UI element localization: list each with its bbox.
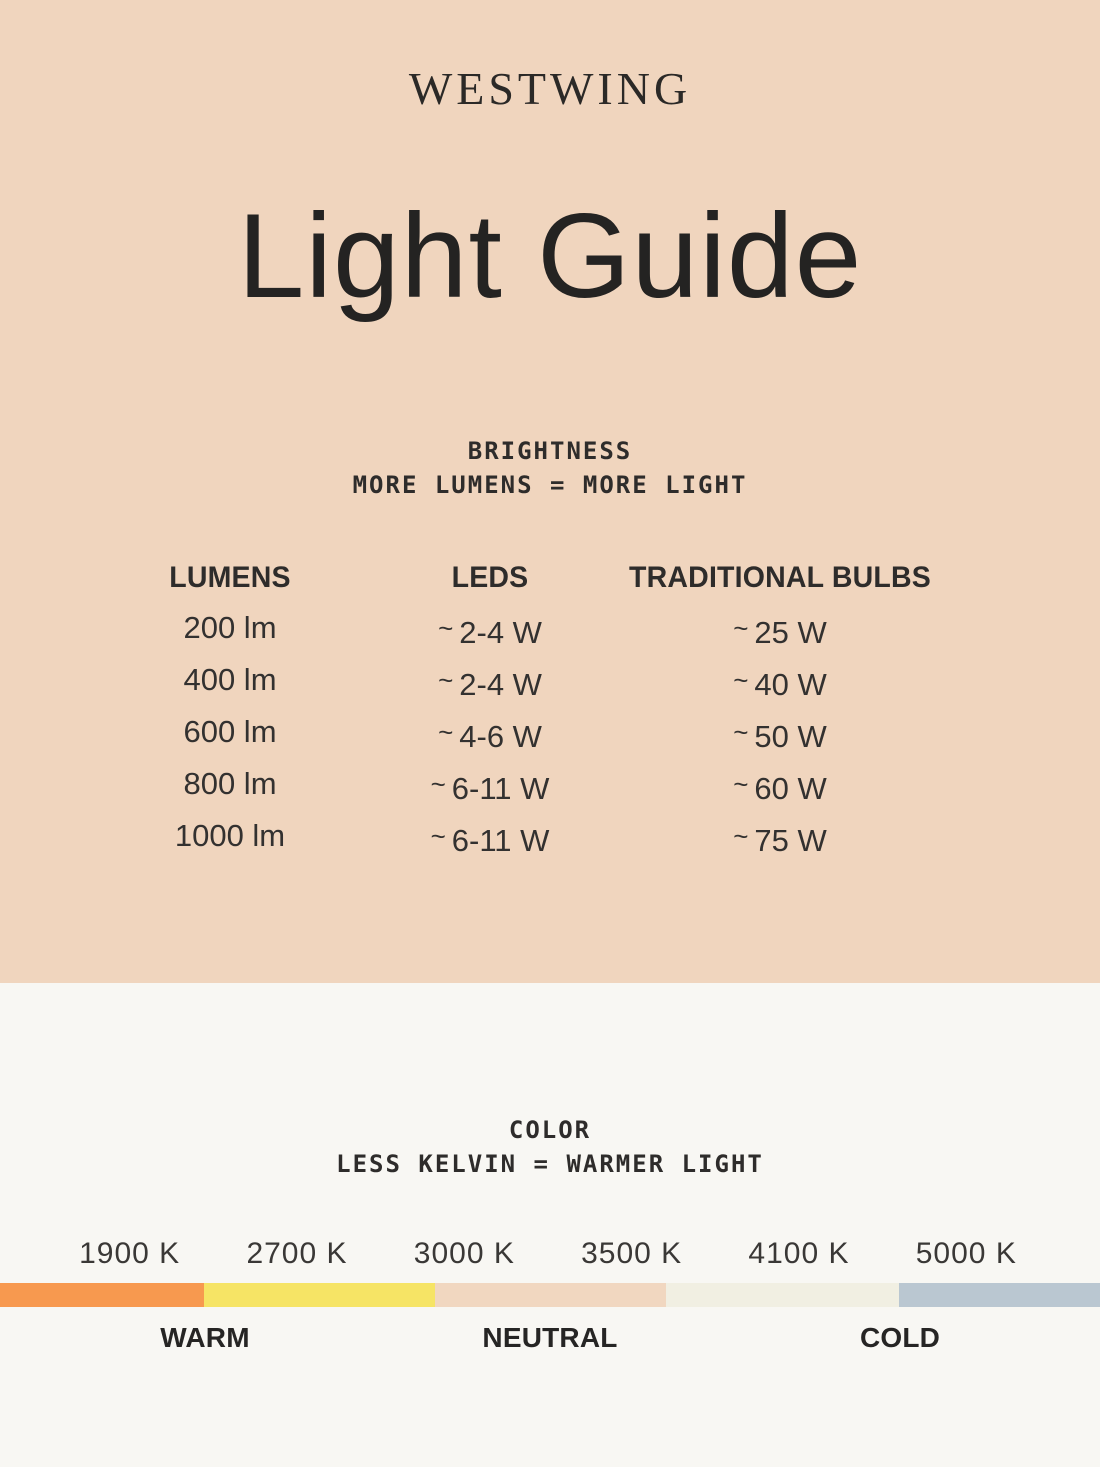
color-subheading: LESS KELVIN = WARMER LIGHT xyxy=(336,1150,764,1178)
table-body xyxy=(70,602,970,862)
bulbs-wattage: 50 W xyxy=(754,719,827,754)
bar-segment-warm-yellow xyxy=(204,1283,435,1307)
lumens-wattage-table xyxy=(70,560,970,862)
leds-value xyxy=(390,602,590,659)
approx-symbol: ~ xyxy=(733,821,749,851)
approx-symbol: ~ xyxy=(733,665,749,695)
bulbs-value xyxy=(590,602,970,659)
table-row xyxy=(70,758,970,810)
label-warm: WARM xyxy=(160,1322,250,1353)
approx-symbol: ~ xyxy=(438,717,454,747)
bulbs-wattage: 75 W xyxy=(754,823,827,858)
bulbs-value xyxy=(590,758,970,815)
leds-value xyxy=(390,810,590,867)
bar-segment-cold-blue xyxy=(899,1283,1100,1307)
label-neutral: NEUTRAL xyxy=(482,1322,618,1353)
color-temperature-bar xyxy=(0,1283,1100,1307)
kelvin-label-5000: 5000 K xyxy=(915,1237,1017,1270)
bar-segment-neutral-cream xyxy=(666,1283,899,1307)
temperature-labels xyxy=(0,1323,1100,1357)
lumens-value: 200 lm xyxy=(183,610,277,645)
table-row xyxy=(70,654,970,706)
bulbs-wattage: 60 W xyxy=(754,771,827,806)
kelvin-label-3000: 3000 K xyxy=(413,1237,515,1270)
bulbs-wattage: 40 W xyxy=(754,667,827,702)
brightness-subheading: MORE LUMENS = MORE LIGHT xyxy=(352,471,748,499)
leds-value xyxy=(390,654,590,711)
bar-segment-neutral-peach xyxy=(435,1283,666,1307)
lumens-value: 800 lm xyxy=(183,766,277,801)
kelvin-label-4100: 4100 K xyxy=(748,1237,850,1270)
approx-symbol: ~ xyxy=(733,717,749,747)
brightness-heading-block xyxy=(0,434,1100,502)
table-row xyxy=(70,706,970,758)
table-row xyxy=(70,810,970,862)
table-header-row xyxy=(70,560,970,596)
approx-symbol: ~ xyxy=(438,613,454,643)
approx-symbol: ~ xyxy=(733,769,749,799)
leds-wattage: 4-6 W xyxy=(459,719,542,754)
column-header-leds: LEDS xyxy=(451,561,529,594)
leds-wattage: 6-11 W xyxy=(451,823,550,858)
kelvin-label-3500: 3500 K xyxy=(581,1237,683,1270)
label-cold: COLD xyxy=(859,1322,941,1353)
bar-segment-warm-orange xyxy=(0,1283,204,1307)
table-row xyxy=(70,602,970,654)
brightness-heading: BRIGHTNESS xyxy=(467,437,633,465)
leds-value xyxy=(390,706,590,763)
column-header-lumens: LUMENS xyxy=(169,561,291,594)
page-title: Light Guide xyxy=(237,189,863,323)
color-heading: COLOR xyxy=(508,1116,592,1144)
approx-symbol: ~ xyxy=(430,769,446,799)
color-heading-block xyxy=(0,983,1100,1181)
lumens-value: 400 lm xyxy=(183,662,277,697)
lumens-value: 600 lm xyxy=(183,714,277,749)
leds-wattage: 6-11 W xyxy=(451,771,550,806)
bulbs-value xyxy=(590,810,970,867)
leds-wattage: 2-4 W xyxy=(459,667,542,702)
kelvin-scale-labels xyxy=(0,1237,1100,1271)
bulbs-value xyxy=(590,706,970,763)
bulbs-wattage: 25 W xyxy=(754,615,827,650)
kelvin-label-1900: 1900 K xyxy=(79,1237,181,1270)
approx-symbol: ~ xyxy=(430,821,446,851)
lumens-value: 1000 lm xyxy=(174,818,286,853)
column-header-traditional-bulbs: TRADITIONAL BULBS xyxy=(629,561,931,594)
kelvin-label-2700: 2700 K xyxy=(246,1237,348,1270)
color-section xyxy=(0,983,1100,1467)
leds-wattage: 2-4 W xyxy=(459,615,542,650)
brand-logo: WESTWING xyxy=(408,63,692,114)
approx-symbol: ~ xyxy=(438,665,454,695)
leds-value xyxy=(390,758,590,815)
approx-symbol: ~ xyxy=(733,613,749,643)
bulbs-value xyxy=(590,654,970,711)
